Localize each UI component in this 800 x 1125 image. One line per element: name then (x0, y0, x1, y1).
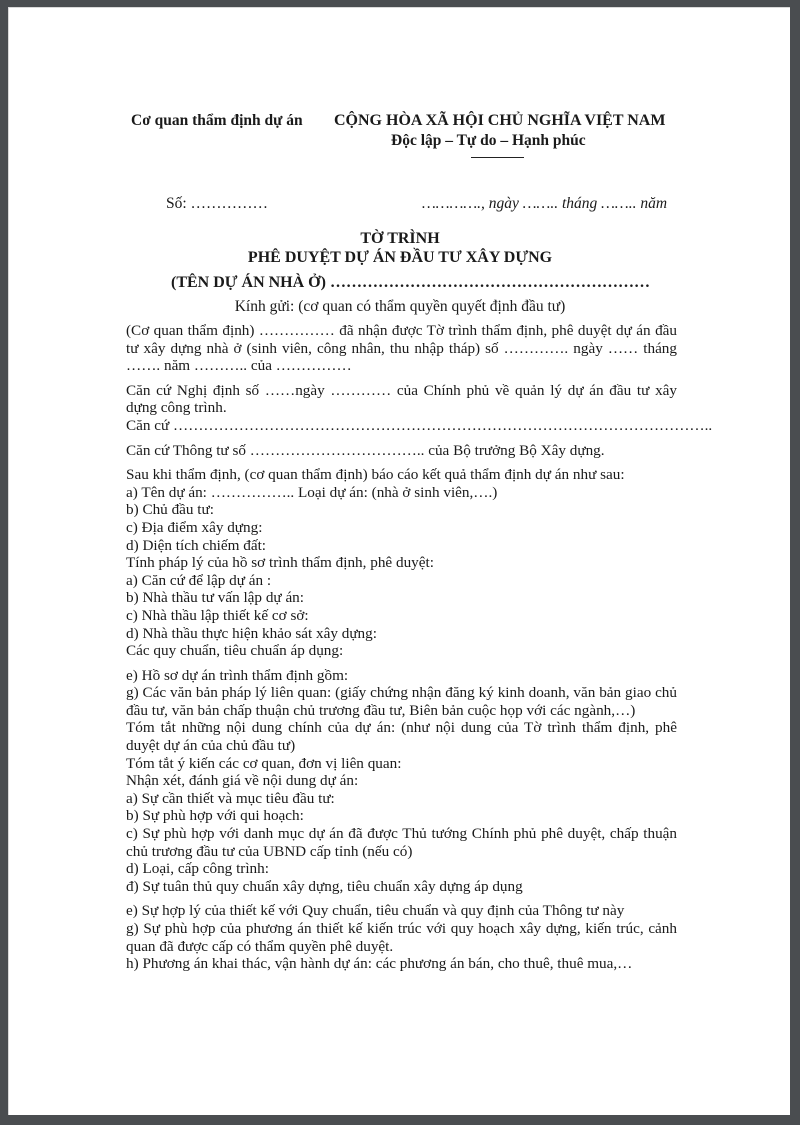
list-item: a) Căn cứ để lập dự án : (126, 571, 272, 589)
list-item: đ) Sự tuân thủ quy chuẩn xây dựng, tiêu chuẩn xây dựng áp dụng (126, 877, 523, 895)
list-item: c) Nhà thầu lập thiết kế cơ sở: (126, 606, 309, 624)
paragraph-basis: Căn cứ …………………………………………………………………………………………….. (126, 416, 713, 434)
document-body (126, 322, 713, 973)
section-heading: Tóm tắt những nội dung chính của dự án: (như nội dung của Tờ trình thẩm định, phê duyệt dự án của chủ đầu tư) (126, 719, 677, 755)
section-heading: Các quy chuẩn, tiêu chuẩn áp dụng: (126, 642, 344, 660)
document-subtitle: PHÊ DUYỆT DỰ ÁN ĐẦU TƯ XÂY DỰNG (247, 249, 553, 266)
paragraph-decree: Căn cứ Nghị định số ……ngày ………… của Chính phủ về quản lý dự án đầu tư xây dựng công trình. (126, 381, 677, 417)
list-item: a) Sự cần thiết và mục tiêu đầu tư: (126, 789, 335, 807)
project-name-line: (TÊN DỰ ÁN NHÀ Ở) …………………………………………………… (171, 274, 650, 291)
list-item: b) Nhà thầu tư vấn lập dự án: (126, 589, 304, 607)
list-item: c) Sự phù hợp với danh mục dự án đã được Thủ tướng Chính phủ phê duyệt, chấp thuận chủ trương đầu tư của UBND cấp tỉnh (nếu có) (126, 825, 677, 860)
national-title: CỘNG HÒA XÃ HỘI CHỦ NGHĨA VIỆT NAM (334, 112, 666, 129)
recipient-line: Kính gửi: (cơ quan có thẩm quyền quyết định đầu tư) (234, 298, 566, 315)
list-item: d) Diện tích chiếm đất: (126, 536, 267, 554)
list-item: b) Sự phù hợp với qui hoạch: (126, 807, 304, 825)
section-heading: Tính pháp lý của hồ sơ trình thẩm định, phê duyệt: (126, 554, 434, 572)
list-item: g) Các văn bản pháp lý liên quan: (giấy chứng nhận đăng ký kinh doanh, văn bản giao chủ đầu tư, văn bản chấp thuận chủ trương đầu tư, Biên bản cuộc họp với các ngành,…) (126, 684, 677, 719)
document-page (8, 7, 790, 1115)
list-item: d) Nhà thầu thực hiện khảo sát xây dựng: (126, 624, 377, 642)
list-item: d) Loại, cấp công trình: (126, 860, 269, 878)
paragraph-report-intro: Sau khi thẩm định, (cơ quan thẩm định) báo cáo kết quả thẩm định dự án như sau: (126, 466, 625, 484)
section-heading: Tóm tắt ý kiến các cơ quan, đơn vị liên quan: (126, 754, 402, 772)
document-date: …………., ngày …….. tháng …….. năm (422, 195, 668, 212)
list-item: c) Địa điểm xây dựng: (126, 518, 263, 536)
section-heading: Nhận xét, đánh giá về nội dung dự án: (126, 772, 359, 790)
issuing-agency: Cơ quan thẩm định dự án (131, 112, 303, 129)
list-item: e) Hồ sơ dự án trình thẩm định gồm: (126, 666, 349, 684)
motto-underline (471, 157, 524, 158)
list-item: b) Chủ đầu tư: (126, 501, 214, 519)
list-item: g) Sự phù hợp của phương án thiết kế kiến trúc với quy hoạch xây dựng, kiến trúc, cảnh quan đã được cấp có thẩm quyền phê duyệt. (126, 920, 677, 955)
paragraph-circular: Căn cứ Thông tư số …………………………….. của Bộ trưởng Bộ Xây dựng. (126, 441, 605, 459)
national-motto: Độc lập – Tự do – Hạnh phúc (391, 132, 586, 149)
document-title: TỜ TRÌNH (360, 230, 440, 247)
list-item: e) Sự hợp lý của thiết kế với Quy chuẩn, tiêu chuẩn và quy định của Thông tư này (126, 902, 625, 920)
document-number: Số: …………… (166, 195, 269, 212)
paragraph-intro: (Cơ quan thẩm định) …………… đã nhận được Tờ trình thẩm định, phê duyệt dự án đầu tư xây dựng nhà ở (sinh viên, công nhân, thu nhập tháp) số …………. ngày …… tháng ……. năm ……….. của …………… (126, 322, 677, 375)
list-item: h) Phương án khai thác, vận hành dự án: các phương án bán, cho thuê, thuê mua,… (126, 955, 633, 973)
list-item: a) Tên dự án: …………….. Loại dự án: (nhà ở sinh viên,….) (126, 483, 498, 501)
